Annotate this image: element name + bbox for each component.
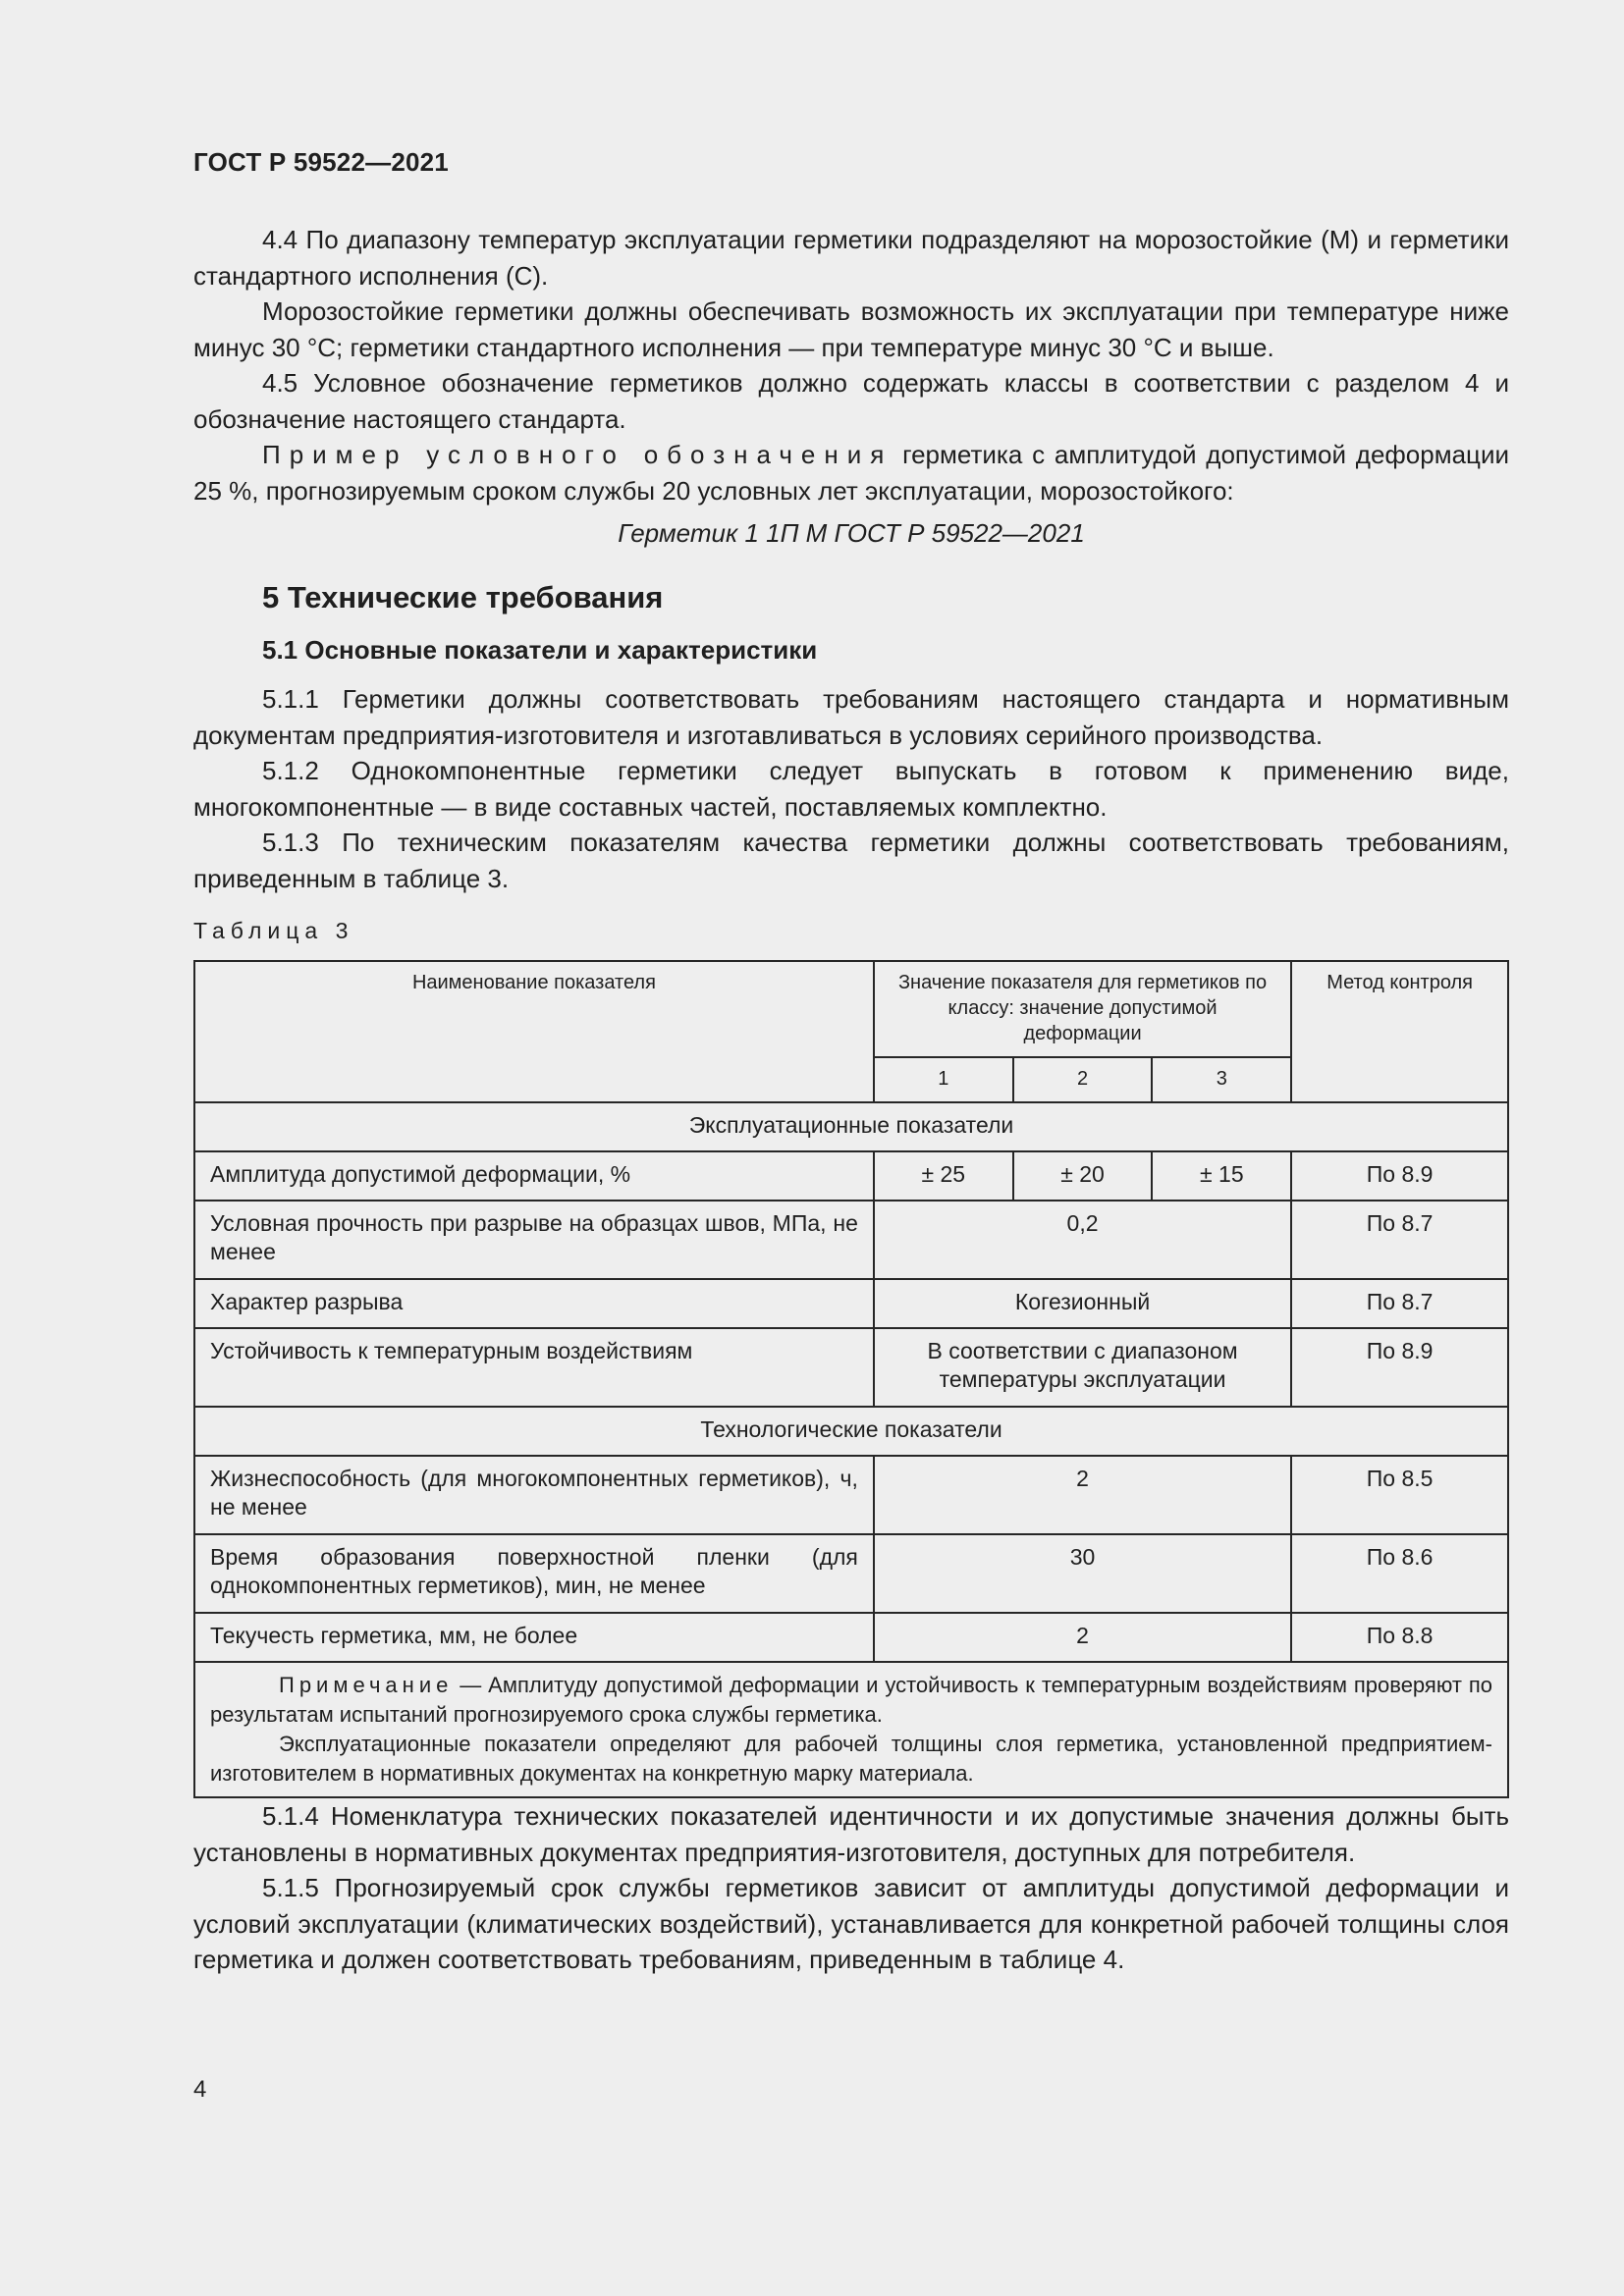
standard-header: ГОСТ Р 59522—2021 [193,147,449,177]
row-method: По 8.9 [1291,1328,1508,1407]
requirements-table [193,960,1509,1798]
header-class-1: 1 [874,1057,1013,1102]
row-method: По 8.6 [1291,1534,1508,1613]
paragraph-frost: Морозостойкие герметики должны обеспечивать возможность их эксплуатации при температуре ниже минус 30 °С; герметики стандартного исполнения — при температуре минус 30 °С и выше. [193,296,1509,362]
row-method: По 8.5 [1291,1456,1508,1534]
example-paragraph [193,437,1509,508]
designation-example: Герметик 1 1П М ГОСТ Р 59522—2021 [618,518,1085,548]
row-method: По 8.7 [1291,1201,1508,1279]
row-value: 0,2 [874,1201,1291,1279]
section-title: 5 Технические требования [262,580,664,614]
header-name: Наименование показателя [194,961,874,1102]
paragraph-4-5: 4.5 Условное обозначение герметиков должно содержать классы в соответствии с разделом 4 и обозначение настоящего стандарта. [193,368,1509,434]
note-text-1: — Амплитуду допустимой деформации и устойчивость к температурным воздействиям проверяют по результатам испытаний прогнозируемого срока службы герметика. [210,1673,1492,1727]
note-label: Примечание [279,1673,454,1697]
row-name: Условная прочность при разрыве на образцах швов, МПа, не менее [194,1201,874,1279]
paragraph-5-1-2: 5.1.2 Однокомпонентные герметики следует выпускать в готовом к применению виде, многокомпонентные — в виде составных частей, поставляемых комплектно. [193,756,1509,822]
page-number: 4 [193,2076,207,2103]
table-row [194,1201,1508,1279]
row-name: Жизнеспособность (для многокомпонентных герметиков), ч, не менее [194,1456,874,1534]
example-text: герметика с амплитудой допустимой деформации 25 %, прогнозируемым сроком службы 20 условных лет эксплуатации, морозостойкого: [193,440,1509,506]
row-name: Текучесть герметика, мм, не более [194,1613,874,1662]
note-paragraph-1 [210,1671,1492,1730]
table-caption: Таблица 3 [193,918,354,943]
header-class-3: 3 [1152,1057,1291,1102]
row-name: Время образования поверхностной пленки (для однокомпонентных герметиков), мин, не менее [194,1534,874,1613]
note-paragraph-2: Эксплуатационные показатели определяют для рабочей толщины слоя герметика, установленной предприятием-изготовителем в нормативных документах на конкретную марку материала. [210,1732,1492,1786]
table-row [194,1151,1508,1201]
row-value-class-2: ± 20 [1013,1151,1153,1201]
row-value: В соответствии с диапазоном температуры эксплуатации [874,1328,1291,1407]
row-value-class-1: ± 25 [874,1151,1013,1201]
paragraph-5-1-5: 5.1.5 Прогнозируемый срок службы герметиков зависит от амплитуды допустимой деформации и условий эксплуатации (климатических воздействий), устанавливается для конкретной рабочей толщины слоя герметика и должен соответствовать требованиям, приведенным в таблице 4. [193,1873,1509,1974]
page-content [193,222,1509,1978]
row-method: По 8.7 [1291,1279,1508,1328]
header-method: Метод контроля [1291,961,1508,1102]
paragraph-4-4: 4.4 По диапазону температур эксплуатации герметики подразделяют на морозостойкие (М) и герметики стандартного исполнения (С). [193,225,1509,291]
paragraph-5-1-1: 5.1.1 Герметики должны соответствовать требованиям настоящего стандарта и нормативным документам предприятия-изготовителя и изготавливаться в условиях серийного производства. [193,684,1509,750]
row-value: 2 [874,1613,1291,1662]
header-value: Значение показателя для герметиков по классу: значение допустимой деформации [874,961,1291,1057]
example-label: Пример условного обозначения [262,440,893,469]
table-row [194,1534,1508,1613]
subsection-title: 5.1 Основные показатели и характеристики [262,635,818,665]
row-value: 30 [874,1534,1291,1613]
row-name: Устойчивость к температурным воздействиям [194,1328,874,1407]
row-method: По 8.8 [1291,1613,1508,1662]
table-row [194,1613,1508,1662]
group-operational: Эксплуатационные показатели [194,1102,1508,1151]
row-value: 2 [874,1456,1291,1534]
header-class-2: 2 [1013,1057,1153,1102]
table-row [194,1279,1508,1328]
row-name: Амплитуда допустимой деформации, % [194,1151,874,1201]
table-row [194,1328,1508,1407]
row-method: По 8.9 [1291,1151,1508,1201]
group-technological: Технологические показатели [194,1407,1508,1456]
table-row [194,1456,1508,1534]
row-name: Характер разрыва [194,1279,874,1328]
table-note [194,1662,1508,1797]
paragraph-5-1-4: 5.1.4 Номенклатура технических показателей идентичности и их допустимые значения должны быть установлены в нормативных документах предприятия-изготовителя, доступных для потребителя. [193,1801,1509,1867]
row-value: Когезионный [874,1279,1291,1328]
paragraph-5-1-3: 5.1.3 По техническим показателям качества герметики должны соответствовать требованиям, приведенным в таблице 3. [193,828,1509,893]
row-value-class-3: ± 15 [1152,1151,1291,1201]
